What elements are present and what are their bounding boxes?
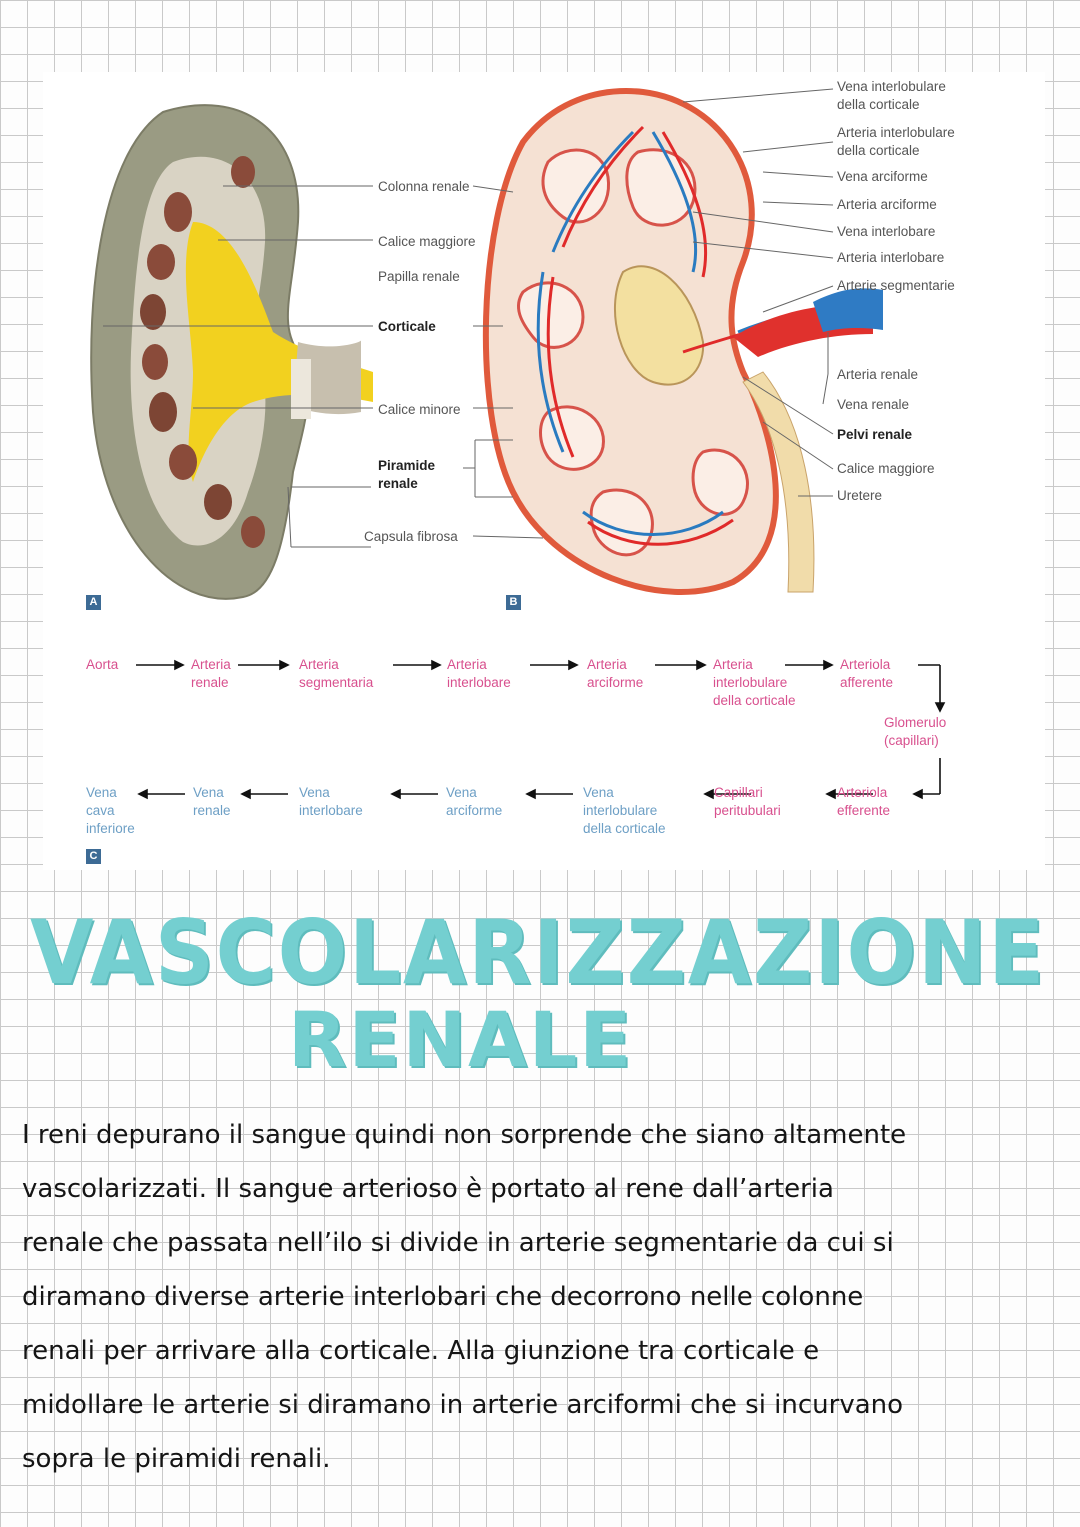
- label-vena-interlobare: Vena interlobare: [837, 224, 936, 239]
- title-line-2: RENALE: [288, 995, 634, 1084]
- label-uretere: Uretere: [837, 488, 883, 503]
- flow-aorta: Aorta: [86, 657, 119, 672]
- label-vena-renale: Vena renale: [837, 397, 910, 412]
- flow-capillari-peritubulari: Capillari peritubulari: [714, 785, 781, 818]
- body-line: midollare le arterie si diramano in arterie arciformi che si incurvano: [22, 1390, 904, 1420]
- body-line: diramano diverse arterie interlobari che decorrono nelle colonne: [22, 1282, 864, 1312]
- body-line: renale che passata nell’ilo si divide in arterie segmentarie da cui si: [22, 1228, 894, 1258]
- badge-a: A: [86, 595, 101, 610]
- badge-c: C: [86, 849, 101, 864]
- body-line: renali per arrivare alla corticale. Alla giunzione tra corticale e: [22, 1336, 820, 1366]
- kidney-section-photo: [91, 105, 373, 599]
- label-papilla-renale: Papilla renale: [378, 269, 460, 284]
- flow-arteria-interlobare: Arteria interlobare: [447, 657, 511, 690]
- flow-arteriola-efferente: Arteriola efferente: [837, 785, 891, 818]
- label-calice-maggiore-b: Calice maggiore: [837, 461, 935, 476]
- body-line: sopra le piramidi renali.: [22, 1444, 331, 1474]
- label-piramide-renale: Piramide renale: [378, 458, 436, 491]
- flow-vena-arciforme: Vena arciforme: [446, 785, 503, 818]
- body-line: vascolarizzati. Il sangue arterioso è portato al rene dall’arteria: [22, 1174, 834, 1204]
- body-paragraph: [22, 1110, 1057, 1488]
- flow-vena-interlobulare-corticale: Vena interlobulare della corticale: [583, 785, 666, 836]
- flow-arteriola-afferente: Arteriola afferente: [840, 657, 894, 690]
- flow-vena-interlobare: Vena interlobare: [299, 785, 363, 818]
- flow-vena-cava-inferiore: Vena cava inferiore: [86, 785, 135, 836]
- label-arteria-interlobulare-corticale: Arteria interlobulare della corticale: [837, 125, 955, 158]
- label-corticale: Corticale: [378, 319, 436, 334]
- label-pelvi-renale: Pelvi renale: [837, 427, 913, 442]
- label-vena-interlobulare-corticale: Vena interlobulare della corticale: [837, 79, 946, 112]
- flow-vena-renale: Vena renale: [193, 785, 231, 818]
- label-capsula-fibrosa: Capsula fibrosa: [364, 529, 458, 544]
- body-line: I reni depurano il sangue quindi non sorprende che siano altamente: [22, 1120, 907, 1150]
- flow-glomerulo: Glomerulo (capillari): [884, 715, 947, 748]
- kidney-vascular-diagram: [486, 91, 883, 592]
- page-title: [0, 895, 1080, 1085]
- label-calice-maggiore: Calice maggiore: [378, 234, 476, 249]
- badge-b: B: [506, 595, 521, 610]
- flow-arteria-arciforme: Arteria arciforme: [587, 657, 644, 690]
- flow-arteria-renale: Arteria renale: [191, 657, 231, 690]
- panel-c-arrows: [136, 661, 947, 798]
- flow-arteria-segmentaria: Arteria segmentaria: [299, 657, 374, 690]
- label-arterie-segmentarie: Arterie segmentarie: [837, 278, 955, 293]
- label-arteria-interlobare: Arteria interlobare: [837, 250, 945, 265]
- label-arteria-arciforme: Arteria arciforme: [837, 197, 937, 212]
- label-colonna-renale: Colonna renale: [378, 179, 470, 194]
- label-vena-arciforme: Vena arciforme: [837, 169, 928, 184]
- anatomy-figure: [43, 72, 1045, 870]
- label-calice-minore: Calice minore: [378, 402, 461, 417]
- title-line-1: VASCOLARIZZAZIONE: [30, 901, 1047, 1004]
- label-arteria-renale: Arteria renale: [837, 367, 919, 382]
- flow-arteria-interlobulare-corticale: Arteria interlobulare della corticale: [713, 657, 796, 708]
